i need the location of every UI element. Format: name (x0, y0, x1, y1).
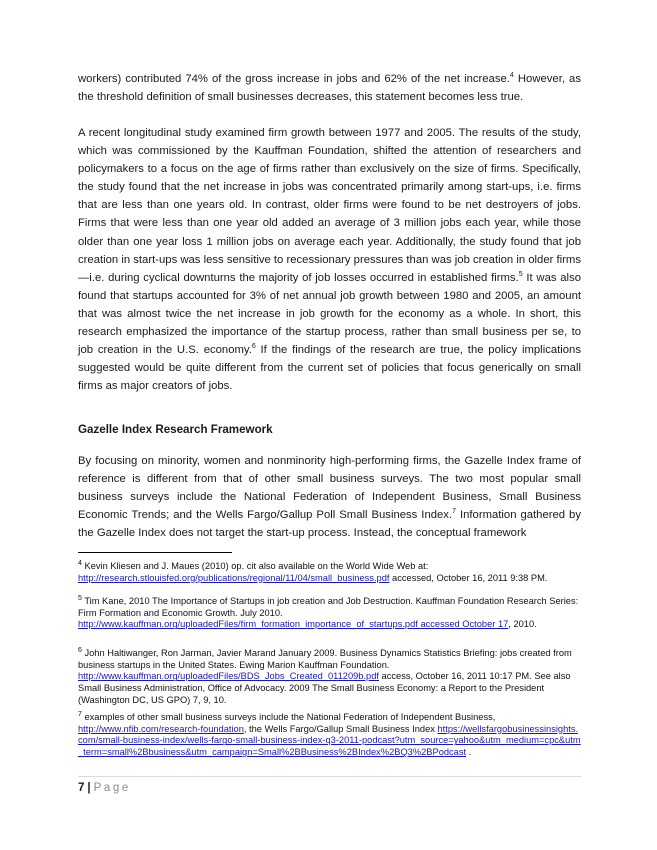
footnote-6 (78, 648, 581, 707)
text-run: It was also found that startups accounted for 3% of net annual job growth between 1980 and 2005, an amount that was almost twice the net increase in job growth for the economy as a whole. In short, this research emphasized the importance of the startup process, rather than small business per se, to job creation in the U.S. economy. (78, 271, 582, 357)
footer-rule (78, 776, 581, 777)
footnote-ref-7[interactable]: 7 (452, 508, 456, 516)
footnote-number: 5 (78, 594, 82, 602)
text-run: workers) contributed 74% of the gross increase in jobs and 62% of the net increase. (78, 73, 510, 85)
text-run: A recent longitudinal study examined firm growth between 1977 and 2005. The results of the study, which was commissioned by the Kauffman Foundation, shifted the attention of researchers and policymakers to a focus on the age of firms rather than exclusively on the size of firms. Specifically, the study found that the net increase in jobs was concentrated primarily among start-ups, i.e. firms that are less than one years old. In contrast, older firms were found to be net destroyers of jobs. Firms that were less than one year old added an average of 3 million jobs each year, while those older than one year loss 1 million jobs on average each year. Additionally, the study found that job creation in start-ups was less sensitive to recessionary pressures than was job creation in older firms—i.e. during cyclical downturns the majority of job losses occurred in established firms. (78, 127, 581, 284)
paragraph-2 (78, 124, 581, 395)
paragraph-1 (78, 70, 581, 106)
footnote-number: 4 (78, 559, 82, 567)
footnote-ref-5[interactable]: 5 (518, 270, 523, 278)
footnote-number: 7 (78, 710, 82, 718)
footnote-link[interactable]: http://www.kauffman.org/uploadedFiles/BDS_Jobs_Created_011209b.pdf (78, 671, 379, 682)
page-footer (78, 782, 131, 794)
footnote-text: access, October 16, 2011 10:17 PM. See also Small Business Administration, Office of Advocacy. 2009 The Small Business Economy: a Report to the President (Washington DC, US GPO) 7, 9, 10. (78, 671, 571, 705)
footnote-separator (78, 552, 232, 553)
footnote-5 (78, 596, 581, 631)
footnote-4 (78, 561, 581, 584)
footnote-text: Tim Kane, 2010 The Importance of Startups in job creation and Job Destruction. Kauffman Foundation Research Series: Firm Formation and Economic Growth. July 2010. (78, 596, 579, 618)
text-run: Information gathered by the Gazelle Index does not target the start-up process. Instead, the conceptual framework (78, 509, 581, 540)
section-heading: Gazelle Index Research Framework (78, 423, 273, 436)
footnote-link[interactable]: http://www.nfib.com/research-foundation (78, 723, 244, 734)
page-number: 7 (78, 782, 85, 794)
footnote-link[interactable]: https://wellsfargobusinessinsights.com/small-business-index/wells-fargo-small-business-index-q3-2011-podcast?utm_source=yahoo&utm_medium=cpc&utm_term=small%2Bbusiness&utm_campaign=Small%2BBusiness%2BIndex%2BQ3%2BPodcast (78, 723, 581, 758)
footnote-number: 6 (78, 646, 82, 654)
footnote-text: , 2010. (508, 619, 537, 630)
paragraph-3 (78, 452, 581, 542)
footnote-link[interactable]: http://www.kauffman.org/uploadedFiles/firm_formation_importance_of_startups.pdf accessed October 17 (78, 619, 509, 630)
footnote-7 (78, 712, 581, 759)
footnote-ref-6[interactable]: 6 (251, 343, 256, 351)
text-run: If the findings of the research are true, the policy implications suggested would be quite different from the current set of policies that focus generically on small firms as major creators of jobs. (78, 344, 581, 393)
text-run: By focusing on minority, women and nonminority high-performing firms, the Gazelle Index frame of reference is different from that of other small business surveys. The two most popular small business surveys include the National Federation of Independent Business, Small Business Economic Trends; and the Wells Fargo/Gallup Poll Small Business Index. (78, 455, 581, 522)
footnote-text: Kevin Kliesen and J. Maues (2010) op. cit also available on the World Wide Web at: (81, 561, 429, 571)
footnote-link[interactable]: http://research.stlouisfed.org/publications/regional/11/04/small_business.pdf (78, 572, 390, 583)
footnote-ref-4[interactable]: 4 (509, 72, 514, 80)
page-label: Page (93, 782, 131, 794)
text-run: However, as the threshold definition of small businesses decreases, this statement becomes less true. (78, 73, 581, 104)
footnote-text: accessed, October 16, 2011 9:38 PM. (389, 572, 548, 583)
footnote-text: examples of other small business surveys include the National Federation of Independent Business, (81, 712, 496, 722)
footer-separator: | (87, 782, 91, 794)
footnote-text: John Haltiwanger, Ron Jarman, Javier Marand January 2009. Business Dynamics Statistics Briefing: jobs created from business startups in the United States. Ewing Marion Kauffman Foundation. (78, 648, 572, 670)
footnote-text: , the Wells Fargo/Gallup Small Business Index (243, 723, 435, 734)
footnote-text: . (466, 747, 472, 758)
